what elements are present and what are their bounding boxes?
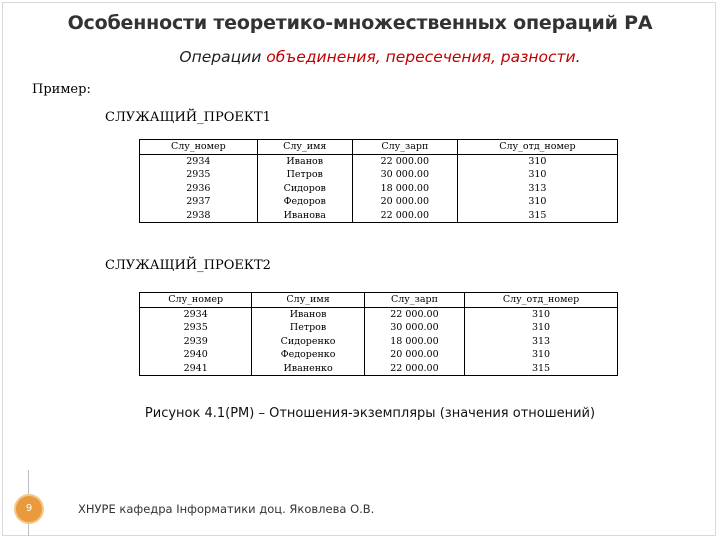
figure-caption: Рисунок 4.1(РМ) – Отношения-экземпляры (значения отношений) — [144, 406, 596, 421]
column-header: Слу_имя — [257, 140, 352, 155]
slide-title: Особенности теоретико-множественных операций РА — [67, 12, 653, 34]
column-header: Слу_имя — [252, 293, 364, 308]
table-header-row — [140, 140, 618, 155]
table-cell: 22 000.00 30 000.00 18 000.00 20 000.00 22 000.00 — [352, 154, 457, 223]
column-header: Слу_номер — [140, 293, 252, 308]
relation-name-2: СЛУЖАЩИЙ_ПРОЕКТ2 — [105, 258, 271, 273]
table-header-row — [140, 293, 618, 308]
table-cell: 22 000.00 30 000.00 18 000.00 20 000.00 22 000.00 — [364, 307, 464, 376]
table-cell: 310 310 313 310 315 — [457, 154, 617, 223]
footer-text: ХНУРЕ кафедра Інформатики доц. Яковлева О.В. — [78, 502, 375, 516]
subtitle-highlight: объединения, пересечения, разности — [266, 48, 576, 66]
relation-table-1 — [139, 139, 618, 223]
table-row — [140, 154, 618, 223]
table-row — [140, 307, 618, 376]
table-cell: 310 310 313 310 315 — [465, 307, 618, 376]
subtitle-prefix: Операции — [179, 48, 267, 66]
table-cell: Иванов Петров Сидоров Федоров Иванова — [257, 154, 352, 223]
subtitle-suffix: . — [575, 48, 581, 66]
relation-table-2 — [139, 292, 618, 376]
column-header: Слу_отд_номер — [457, 140, 617, 155]
column-header: Слу_зарп — [364, 293, 464, 308]
slide-number-badge: 9 — [16, 496, 42, 522]
slide-subtitle — [0, 48, 720, 66]
relation-name-1: СЛУЖАЩИЙ_ПРОЕКТ1 — [105, 110, 271, 125]
table-cell: Иванов Петров Сидоренко Федоренко Иваненко — [252, 307, 364, 376]
column-header: Слу_номер — [140, 140, 258, 155]
column-header: Слу_зарп — [352, 140, 457, 155]
table-cell: 2934 2935 2936 2937 2938 — [140, 154, 258, 223]
example-label: Пример: — [32, 82, 91, 97]
column-header: Слу_отд_номер — [465, 293, 618, 308]
table-cell: 2934 2935 2939 2940 2941 — [140, 307, 252, 376]
